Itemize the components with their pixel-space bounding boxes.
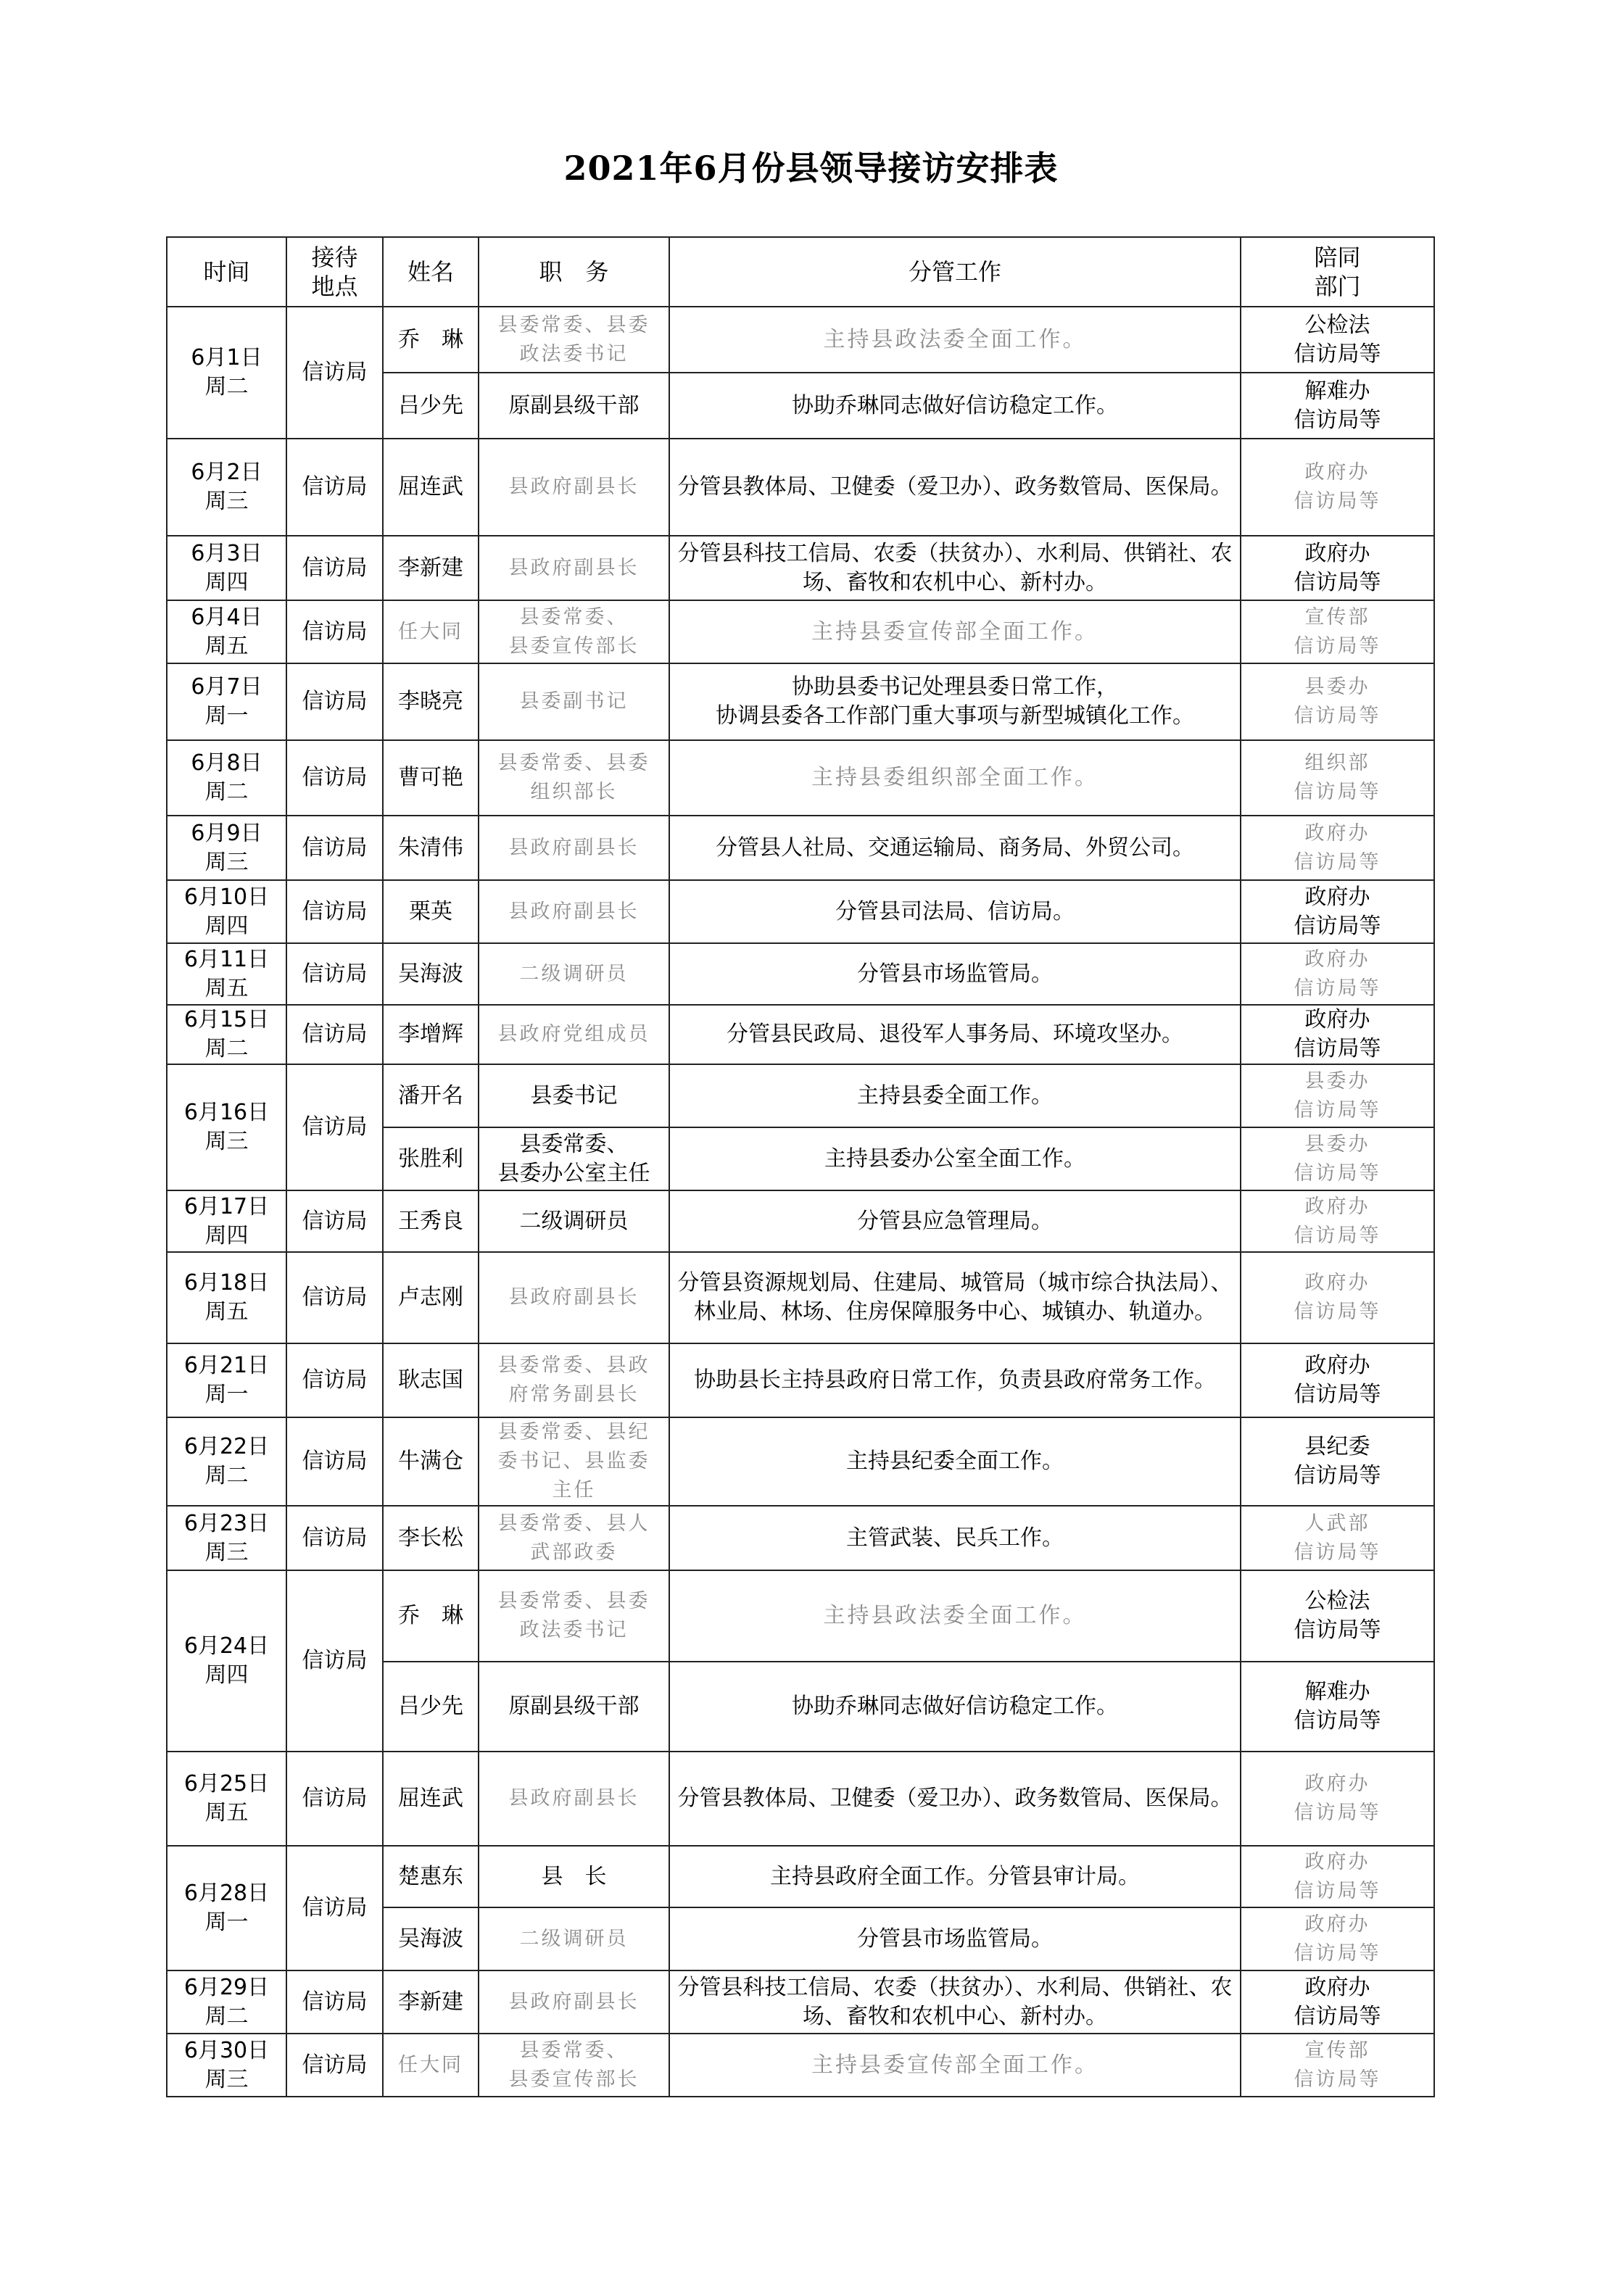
dept-cell: 宣传部 信访局等 bbox=[1241, 600, 1434, 663]
role-cell: 原副县级干部 bbox=[479, 1662, 669, 1752]
name-cell: 栗英 bbox=[383, 880, 479, 943]
work-cell: 协助县长主持县政府日常工作，负责县政府常务工作。 bbox=[669, 1343, 1241, 1417]
role-cell: 县政府副县长 bbox=[479, 816, 669, 880]
dept-cell: 政府办 信访局等 bbox=[1241, 1752, 1434, 1846]
name-cell: 李新建 bbox=[383, 1970, 479, 2034]
dept-cell: 政府办 信访局等 bbox=[1241, 880, 1434, 943]
name-cell: 屈连武 bbox=[383, 1752, 479, 1846]
place-cell: 信访局 bbox=[286, 663, 383, 740]
role-cell: 县政府党组成员 bbox=[479, 1005, 669, 1064]
date-cell: 6月28日 周一 bbox=[167, 1846, 286, 1970]
dept-cell: 解难办 信访局等 bbox=[1241, 373, 1434, 439]
role-cell: 县委常委、 县委宣传部长 bbox=[479, 2034, 669, 2097]
table-row bbox=[167, 1064, 1434, 1127]
name-cell: 牛满仓 bbox=[383, 1417, 479, 1506]
role-cell: 县委常委、县委 政法委书记 bbox=[479, 1570, 669, 1662]
work-cell: 协助乔琳同志做好信访稳定工作。 bbox=[669, 1662, 1241, 1752]
table-row bbox=[167, 1190, 1434, 1252]
name-cell: 李长松 bbox=[383, 1506, 479, 1570]
name-cell: 楚惠东 bbox=[383, 1846, 479, 1907]
table-row bbox=[167, 880, 1434, 943]
work-cell: 主持县政法委全面工作。 bbox=[669, 307, 1241, 373]
table-row bbox=[167, 439, 1434, 536]
name-cell: 曹可艳 bbox=[383, 740, 479, 816]
work-cell: 分管县司法局、信访局。 bbox=[669, 880, 1241, 943]
place-cell: 信访局 bbox=[286, 536, 383, 600]
work-cell: 分管县教体局、卫健委（爱卫办）、政务数管局、医保局。 bbox=[669, 439, 1241, 536]
work-cell: 主持县委宣传部全面工作。 bbox=[669, 600, 1241, 663]
date-cell: 6月9日 周三 bbox=[167, 816, 286, 880]
work-cell: 分管县科技工信局、农委（扶贫办）、水利局、供销社、农场、畜牧和农机中心、新村办。 bbox=[669, 1970, 1241, 2034]
dept-cell: 县委办 信访局等 bbox=[1241, 663, 1434, 740]
place-cell: 信访局 bbox=[286, 1506, 383, 1570]
place-cell: 信访局 bbox=[286, 307, 383, 439]
header-row bbox=[167, 237, 1434, 307]
dept-cell: 政府办 信访局等 bbox=[1241, 439, 1434, 536]
dept-cell: 政府办 信访局等 bbox=[1241, 1907, 1434, 1970]
dept-cell: 公检法 信访局等 bbox=[1241, 1570, 1434, 1662]
date-cell: 6月1日 周二 bbox=[167, 307, 286, 439]
place-cell: 信访局 bbox=[286, 1570, 383, 1752]
work-cell: 主持县委全面工作。 bbox=[669, 1064, 1241, 1127]
dept-cell: 政府办 信访局等 bbox=[1241, 1190, 1434, 1252]
place-cell: 信访局 bbox=[286, 1190, 383, 1252]
role-cell: 二级调研员 bbox=[479, 1190, 669, 1252]
date-cell: 6月24日 周四 bbox=[167, 1570, 286, 1752]
work-cell: 分管县市场监管局。 bbox=[669, 943, 1241, 1005]
role-cell: 县委常委、县委 政法委书记 bbox=[479, 307, 669, 373]
header-place: 接待 地点 bbox=[286, 237, 383, 307]
page-title: 2021年6月份县领导接访安排表 bbox=[563, 149, 1059, 188]
dept-cell: 人武部 信访局等 bbox=[1241, 1506, 1434, 1570]
date-cell: 6月25日 周五 bbox=[167, 1752, 286, 1846]
dept-cell: 县委办 信访局等 bbox=[1241, 1127, 1434, 1190]
header-time: 时间 bbox=[167, 237, 286, 307]
work-cell: 主管武装、民兵工作。 bbox=[669, 1506, 1241, 1570]
name-cell: 乔 琳 bbox=[383, 1570, 479, 1662]
role-cell: 原副县级干部 bbox=[479, 373, 669, 439]
place-cell: 信访局 bbox=[286, 880, 383, 943]
role-cell: 县委常委、县人 武部政委 bbox=[479, 1506, 669, 1570]
name-cell: 卢志刚 bbox=[383, 1252, 479, 1343]
place-cell: 信访局 bbox=[286, 1252, 383, 1343]
place-cell: 信访局 bbox=[286, 2034, 383, 2097]
name-cell: 李晓亮 bbox=[383, 663, 479, 740]
table-row bbox=[167, 1343, 1434, 1417]
role-cell: 二级调研员 bbox=[479, 1907, 669, 1970]
role-cell: 县委常委、县纪 委书记、县监委 主任 bbox=[479, 1417, 669, 1506]
place-cell: 信访局 bbox=[286, 740, 383, 816]
date-cell: 6月11日 周五 bbox=[167, 943, 286, 1005]
work-cell: 主持县政法委全面工作。 bbox=[669, 1570, 1241, 1662]
table-row bbox=[167, 1752, 1434, 1846]
role-cell: 县政府副县长 bbox=[479, 1970, 669, 2034]
name-cell: 张胜利 bbox=[383, 1127, 479, 1190]
dept-cell: 政府办 信访局等 bbox=[1241, 1970, 1434, 2034]
name-cell: 屈连武 bbox=[383, 439, 479, 536]
name-cell: 吕少先 bbox=[383, 1662, 479, 1752]
dept-cell: 政府办 信访局等 bbox=[1241, 1343, 1434, 1417]
place-cell: 信访局 bbox=[286, 943, 383, 1005]
work-cell: 分管县科技工信局、农委（扶贫办）、水利局、供销社、农场、畜牧和农机中心、新村办。 bbox=[669, 536, 1241, 600]
role-cell: 县政府副县长 bbox=[479, 1252, 669, 1343]
work-cell: 分管县教体局、卫健委（爱卫办）、政务数管局、医保局。 bbox=[669, 1752, 1241, 1846]
date-cell: 6月29日 周二 bbox=[167, 1970, 286, 2034]
work-cell: 分管县民政局、退役军人事务局、环境攻坚办。 bbox=[669, 1005, 1241, 1064]
header-dept: 陪同 部门 bbox=[1241, 237, 1434, 307]
place-cell: 信访局 bbox=[286, 1417, 383, 1506]
table-row bbox=[167, 2034, 1434, 2097]
dept-cell: 政府办 信访局等 bbox=[1241, 943, 1434, 1005]
place-cell: 信访局 bbox=[286, 1970, 383, 2034]
date-cell: 6月3日 周四 bbox=[167, 536, 286, 600]
place-cell: 信访局 bbox=[286, 1343, 383, 1417]
name-cell: 李新建 bbox=[383, 536, 479, 600]
role-cell: 县政府副县长 bbox=[479, 880, 669, 943]
date-cell: 6月2日 周三 bbox=[167, 439, 286, 536]
place-cell: 信访局 bbox=[286, 1064, 383, 1190]
name-cell: 潘开名 bbox=[383, 1064, 479, 1127]
work-cell: 分管县资源规划局、住建局、城管局（城市综合执法局）、林业局、林场、住房保障服务中心、城镇办、轨道办。 bbox=[669, 1252, 1241, 1343]
table-row bbox=[167, 1970, 1434, 2034]
role-cell: 县政府副县长 bbox=[479, 439, 669, 536]
table-row bbox=[167, 536, 1434, 600]
date-cell: 6月8日 周二 bbox=[167, 740, 286, 816]
date-cell: 6月15日 周二 bbox=[167, 1005, 286, 1064]
date-cell: 6月22日 周二 bbox=[167, 1417, 286, 1506]
dept-cell: 解难办 信访局等 bbox=[1241, 1662, 1434, 1752]
dept-cell: 政府办 信访局等 bbox=[1241, 536, 1434, 600]
name-cell: 李增辉 bbox=[383, 1005, 479, 1064]
role-cell: 县政府副县长 bbox=[479, 1752, 669, 1846]
date-cell: 6月18日 周五 bbox=[167, 1252, 286, 1343]
date-cell: 6月21日 周一 bbox=[167, 1343, 286, 1417]
table-row bbox=[167, 663, 1434, 740]
date-cell: 6月30日 周三 bbox=[167, 2034, 286, 2097]
work-cell: 分管县人社局、交通运输局、商务局、外贸公司。 bbox=[669, 816, 1241, 880]
date-cell: 6月16日 周三 bbox=[167, 1064, 286, 1190]
table-row bbox=[167, 1570, 1434, 1662]
work-cell: 协助县委书记处理县委日常工作， 协调县委各工作部门重大事项与新型城镇化工作。 bbox=[669, 663, 1241, 740]
dept-cell: 政府办 信访局等 bbox=[1241, 1846, 1434, 1907]
dept-cell: 宣传部 信访局等 bbox=[1241, 2034, 1434, 2097]
name-cell: 王秀良 bbox=[383, 1190, 479, 1252]
role-cell: 县委书记 bbox=[479, 1064, 669, 1127]
name-cell: 吴海波 bbox=[383, 1907, 479, 1970]
role-cell: 县 长 bbox=[479, 1846, 669, 1907]
work-cell: 分管县应急管理局。 bbox=[669, 1190, 1241, 1252]
dept-cell: 县委办 信访局等 bbox=[1241, 1064, 1434, 1127]
work-cell: 分管县市场监管局。 bbox=[669, 1907, 1241, 1970]
date-cell: 6月7日 周一 bbox=[167, 663, 286, 740]
role-cell: 县委常委、县委 组织部长 bbox=[479, 740, 669, 816]
table-row bbox=[167, 943, 1434, 1005]
date-cell: 6月10日 周四 bbox=[167, 880, 286, 943]
name-cell: 朱清伟 bbox=[383, 816, 479, 880]
dept-cell: 组织部 信访局等 bbox=[1241, 740, 1434, 816]
date-cell: 6月23日 周三 bbox=[167, 1506, 286, 1570]
name-cell: 任大同 bbox=[383, 2034, 479, 2097]
table-row bbox=[167, 1005, 1434, 1064]
dept-cell: 政府办 信访局等 bbox=[1241, 1005, 1434, 1064]
work-cell: 主持县委组织部全面工作。 bbox=[669, 740, 1241, 816]
table-row bbox=[167, 740, 1434, 816]
table-row bbox=[167, 1252, 1434, 1343]
table-row bbox=[167, 816, 1434, 880]
work-cell: 主持县委办公室全面工作。 bbox=[669, 1127, 1241, 1190]
role-cell: 县委副书记 bbox=[479, 663, 669, 740]
work-cell: 主持县纪委全面工作。 bbox=[669, 1417, 1241, 1506]
date-cell: 6月4日 周五 bbox=[167, 600, 286, 663]
table-row bbox=[167, 1417, 1434, 1506]
place-cell: 信访局 bbox=[286, 1752, 383, 1846]
header-name: 姓名 bbox=[383, 237, 479, 307]
dept-cell: 县纪委 信访局等 bbox=[1241, 1417, 1434, 1506]
role-cell: 二级调研员 bbox=[479, 943, 669, 1005]
dept-cell: 公检法 信访局等 bbox=[1241, 307, 1434, 373]
place-cell: 信访局 bbox=[286, 600, 383, 663]
table-row bbox=[167, 600, 1434, 663]
header-duties: 分管工作 bbox=[669, 237, 1241, 307]
role-cell: 县委常委、 县委宣传部长 bbox=[479, 600, 669, 663]
role-cell: 县政府副县长 bbox=[479, 536, 669, 600]
table-row bbox=[167, 1506, 1434, 1570]
date-cell: 6月17日 周四 bbox=[167, 1190, 286, 1252]
name-cell: 吕少先 bbox=[383, 373, 479, 439]
schedule-table bbox=[166, 236, 1435, 2097]
dept-cell: 政府办 信访局等 bbox=[1241, 816, 1434, 880]
role-cell: 县委常委、县政 府常务副县长 bbox=[479, 1343, 669, 1417]
place-cell: 信访局 bbox=[286, 816, 383, 880]
table-row bbox=[167, 307, 1434, 373]
name-cell: 耿志国 bbox=[383, 1343, 479, 1417]
work-cell: 主持县政府全面工作。分管县审计局。 bbox=[669, 1846, 1241, 1907]
work-cell: 协助乔琳同志做好信访稳定工作。 bbox=[669, 373, 1241, 439]
place-cell: 信访局 bbox=[286, 1846, 383, 1970]
table-row bbox=[167, 1846, 1434, 1907]
role-cell: 县委常委、 县委办公室主任 bbox=[479, 1127, 669, 1190]
dept-cell: 政府办 信访局等 bbox=[1241, 1252, 1434, 1343]
place-cell: 信访局 bbox=[286, 1005, 383, 1064]
name-cell: 任大同 bbox=[383, 600, 479, 663]
header-role: 职 务 bbox=[479, 237, 669, 307]
name-cell: 乔 琳 bbox=[383, 307, 479, 373]
name-cell: 吴海波 bbox=[383, 943, 479, 1005]
place-cell: 信访局 bbox=[286, 439, 383, 536]
work-cell: 主持县委宣传部全面工作。 bbox=[669, 2034, 1241, 2097]
